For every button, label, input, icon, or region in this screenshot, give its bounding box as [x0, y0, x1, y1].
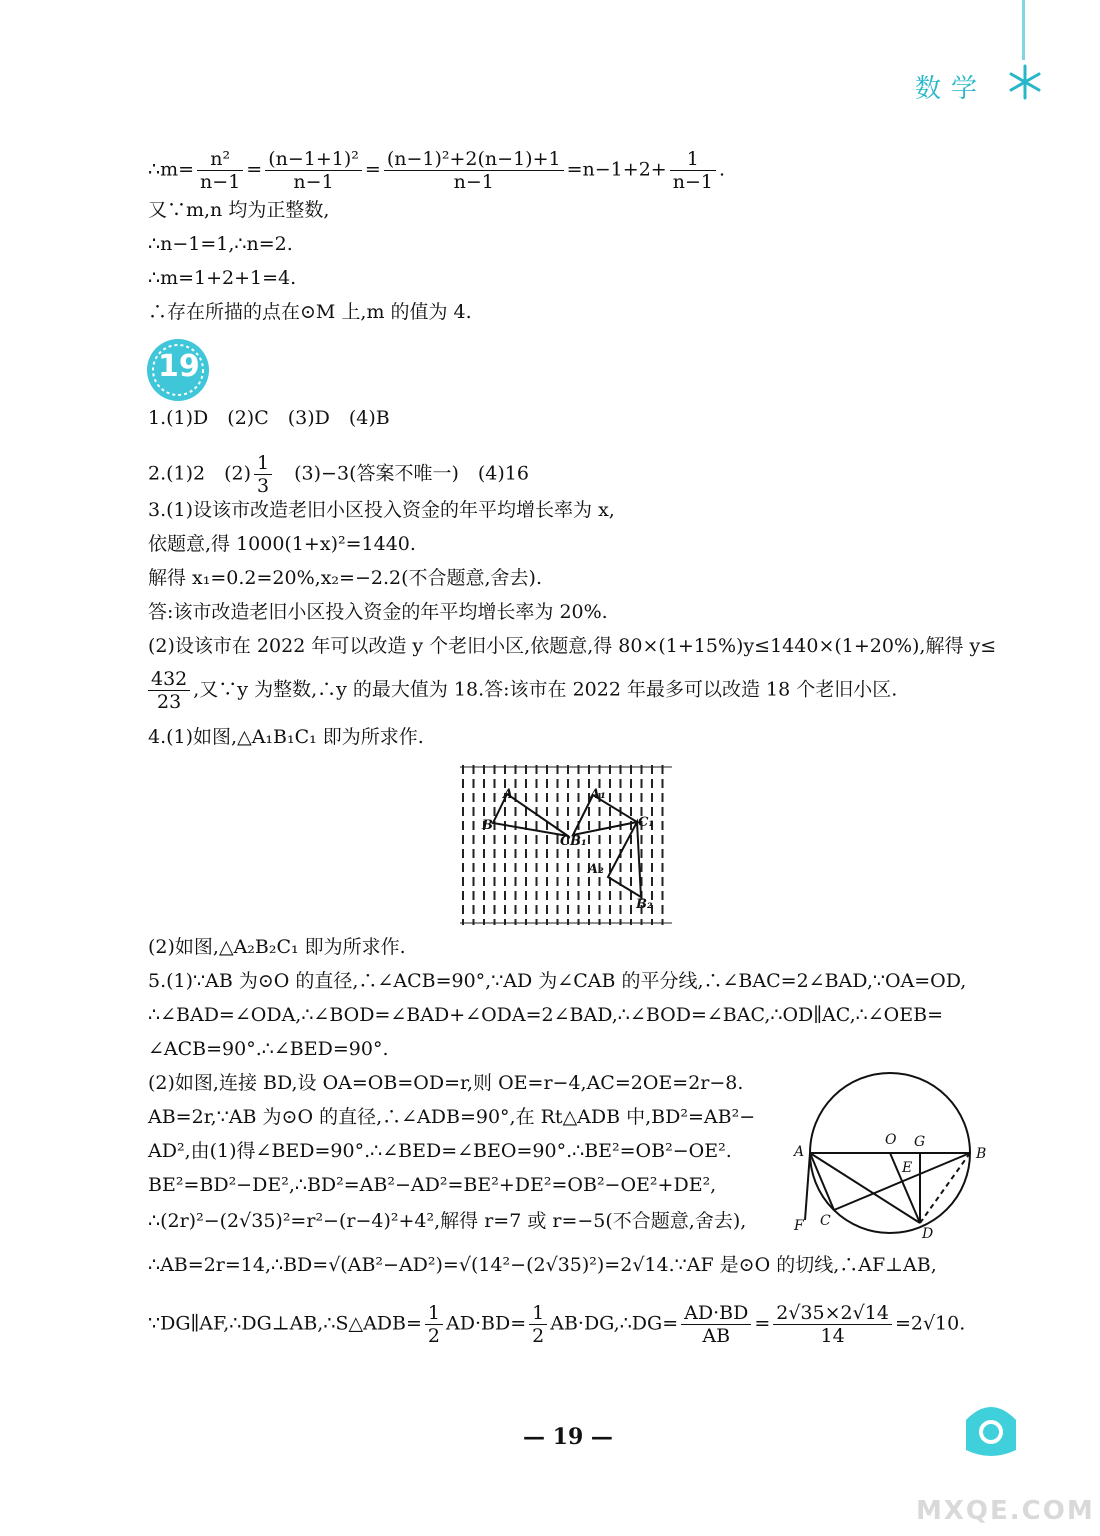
fraction-1-den: n−1 — [200, 171, 241, 193]
question-2-answers — [148, 452, 529, 497]
q5-l10-d: = — [754, 1312, 771, 1335]
solution-prefix: ∴m= — [148, 158, 195, 181]
q5-line-10 — [148, 1302, 965, 1347]
solution-line-1 — [148, 148, 725, 193]
q5-l10-b: AD·BD= — [446, 1312, 527, 1335]
q3-line-1: 3.(1)设该市改造老旧小区投入资金的年平均增长率为 x, — [148, 499, 615, 521]
fraction-1-num: n² — [197, 148, 243, 171]
q3-line-5: (2)设该市在 2022 年可以改造 y 个老旧小区,依题意,得 80×(1+15%)y≤1440×(1+20%),解得 y≤ — [148, 635, 997, 657]
watermark: MXQE.COM — [916, 1496, 1095, 1526]
grid-label-b1: B₁ — [570, 834, 587, 849]
q5-line-3: ∠ACB=90°.∴∠BED=90°. — [148, 1038, 389, 1060]
q5-line-5: AB=2r,∵AB 为⊙O 的直径,∴∠ADB=90°,在 Rt△ADB 中,BD²=AB²− — [148, 1106, 756, 1128]
grid-label-c1: C₁ — [638, 815, 655, 830]
grid-label-b: B — [482, 818, 493, 833]
section-number: 19 — [158, 349, 200, 384]
grid-label-a2: A₂ — [588, 862, 604, 877]
q3-fraction — [148, 668, 190, 713]
header-subject: 数学 — [915, 74, 988, 104]
q3-fraction-num: 432 — [148, 668, 190, 691]
solution-line-3: ∴n−1=1,∴n=2. — [148, 233, 293, 255]
q3-line-6 — [148, 668, 897, 713]
circle-label-b: B — [976, 1146, 987, 1162]
q4-line-2: (2)如图,△A₂B₂C₁ 即为所求作. — [148, 936, 406, 958]
circle-label-g: G — [914, 1134, 926, 1150]
q5-line-7: BE²=BD²−DE²,∴BD²=AB²−AD²=BE²+DE²=OB²−OE²+DE², — [148, 1174, 717, 1196]
q5-frac-2-num: 1 — [529, 1302, 547, 1325]
mascot-icon — [958, 1400, 1024, 1460]
q3-line-2: 依题意,得 1000(1+x)²=1440. — [148, 533, 416, 555]
fraction-4-den: n−1 — [672, 171, 713, 193]
q4-line-1: 4.(1)如图,△A₁B₁C₁ 即为所求作. — [148, 726, 424, 748]
q5-line-2: ∴∠BAD=∠ODA,∴∠BOD=∠BAD+∠ODA=2∠BAD,∴∠BOD=∠BAC,∴OD∥AC,∴∠OEB= — [148, 1004, 943, 1026]
q5-line-8: ∴(2r)²−(2√35)²=r²−(r−4)²+4²,解得 r=7 或 r=−5(不合题意,舍去), — [148, 1210, 747, 1232]
q3-line-4: 答:该市改造老旧小区投入资金的年平均增长率为 20%. — [148, 601, 608, 623]
header-decor-line — [1022, 0, 1025, 60]
fraction-2-den: n−1 — [293, 171, 334, 193]
q2-fraction-den: 3 — [257, 475, 270, 497]
q5-line-9: ∴AB=2r=14,∴BD=√(AB²−AD²)=√(14²−(2√35)²)=2√14.∵AF 是⊙O 的切线,∴AF⊥AB, — [148, 1254, 937, 1276]
fraction-4-num: 1 — [670, 148, 716, 171]
circle-label-o: O — [885, 1132, 897, 1148]
q5-l10-c: AB·DG,∴DG= — [550, 1312, 679, 1335]
q5-line-6: AD²,由(1)得∠BED=90°.∴∠BED=∠BEO=90°.∴BE²=OB²−OE². — [148, 1140, 732, 1162]
circle-label-d: D — [922, 1226, 934, 1242]
q2-fraction — [254, 452, 272, 497]
question-1-answers: 1.(1)D (2)C (3)D (4)B — [148, 407, 390, 429]
solution-mid: =n−1+2+ — [566, 158, 667, 181]
grid-figure — [460, 765, 672, 925]
tangent-af — [805, 1153, 810, 1220]
q5-frac-3-num: AD·BD — [681, 1302, 751, 1325]
q5-frac-2-den: 2 — [532, 1325, 545, 1347]
q5-frac-4-den: 14 — [820, 1325, 845, 1347]
fraction-3-den: n−1 — [453, 171, 494, 193]
circle-figure — [790, 1070, 990, 1250]
solution-line-2: 又∵m,n 均为正整数, — [148, 199, 330, 221]
q5-frac-3-den: AB — [702, 1325, 731, 1347]
q3-fraction-den: 23 — [157, 691, 182, 713]
q5-line-1: 5.(1)∵AB 为⊙O 的直径,∴∠ACB=90°,∵AD 为∠CAB 的平分线,∴∠BAC=2∠BAD,∵OA=OD, — [148, 970, 967, 992]
eq-1: = — [246, 158, 263, 181]
solution-line-5: ∴存在所描的点在⊙M 上,m 的值为 4. — [148, 301, 472, 323]
fraction-3 — [384, 148, 564, 193]
solution-line-4: ∴m=1+2+1=4. — [148, 267, 297, 289]
eq-2: = — [364, 158, 381, 181]
fraction-3-num: (n−1)²+2(n−1)+1 — [384, 148, 564, 171]
fraction-4 — [670, 148, 716, 193]
grid-label-c: C — [560, 834, 571, 849]
q5-frac-4-num: 2√35×2√14 — [773, 1302, 892, 1325]
circle-label-e: E — [902, 1160, 913, 1176]
q3-line-6-text: ,又∵y 为整数,∴y 的最大值为 18.答:该市在 2022 年最多可以改造 18 个老旧小区. — [193, 678, 898, 701]
grid-label-b2: B₂ — [636, 897, 653, 912]
q3-line-3: 解得 x₁=0.2=20%,x₂=−2.2(不合题意,舍去). — [148, 567, 542, 589]
q5-frac-1-den: 2 — [427, 1325, 440, 1347]
circle-label-f: F — [794, 1218, 804, 1234]
fraction-2 — [265, 148, 362, 193]
q2-suffix: (3)−3(答案不唯一) (4)16 — [275, 462, 529, 485]
solution-end: . — [718, 158, 725, 181]
q2-fraction-num: 1 — [254, 452, 272, 475]
fraction-1 — [197, 148, 243, 193]
q5-frac-3 — [681, 1302, 751, 1347]
page-number: — 19 — — [523, 1424, 613, 1450]
snowflake-icon — [1005, 62, 1045, 102]
q5-frac-1 — [425, 1302, 443, 1347]
q5-frac-2 — [529, 1302, 547, 1347]
q5-l10-a: ∵DG∥AF,∴DG⊥AB,∴S△ADB= — [148, 1312, 422, 1335]
q5-line-4: (2)如图,连接 BD,设 OA=OB=OD=r,则 OE=r−4,AC=2OE=2r−8. — [148, 1072, 744, 1094]
q5-frac-1-num: 1 — [425, 1302, 443, 1325]
q5-frac-4 — [773, 1302, 892, 1347]
circle-label-c: C — [820, 1213, 831, 1229]
fraction-2-num: (n−1+1)² — [265, 148, 362, 171]
circle-label-a: A — [794, 1144, 805, 1160]
q5-l10-e: =2√10. — [894, 1312, 966, 1335]
grid-label-a: A — [503, 787, 514, 802]
grid-label-a1: A₁ — [590, 787, 606, 802]
q2-prefix: 2.(1)2 (2) — [148, 462, 252, 485]
